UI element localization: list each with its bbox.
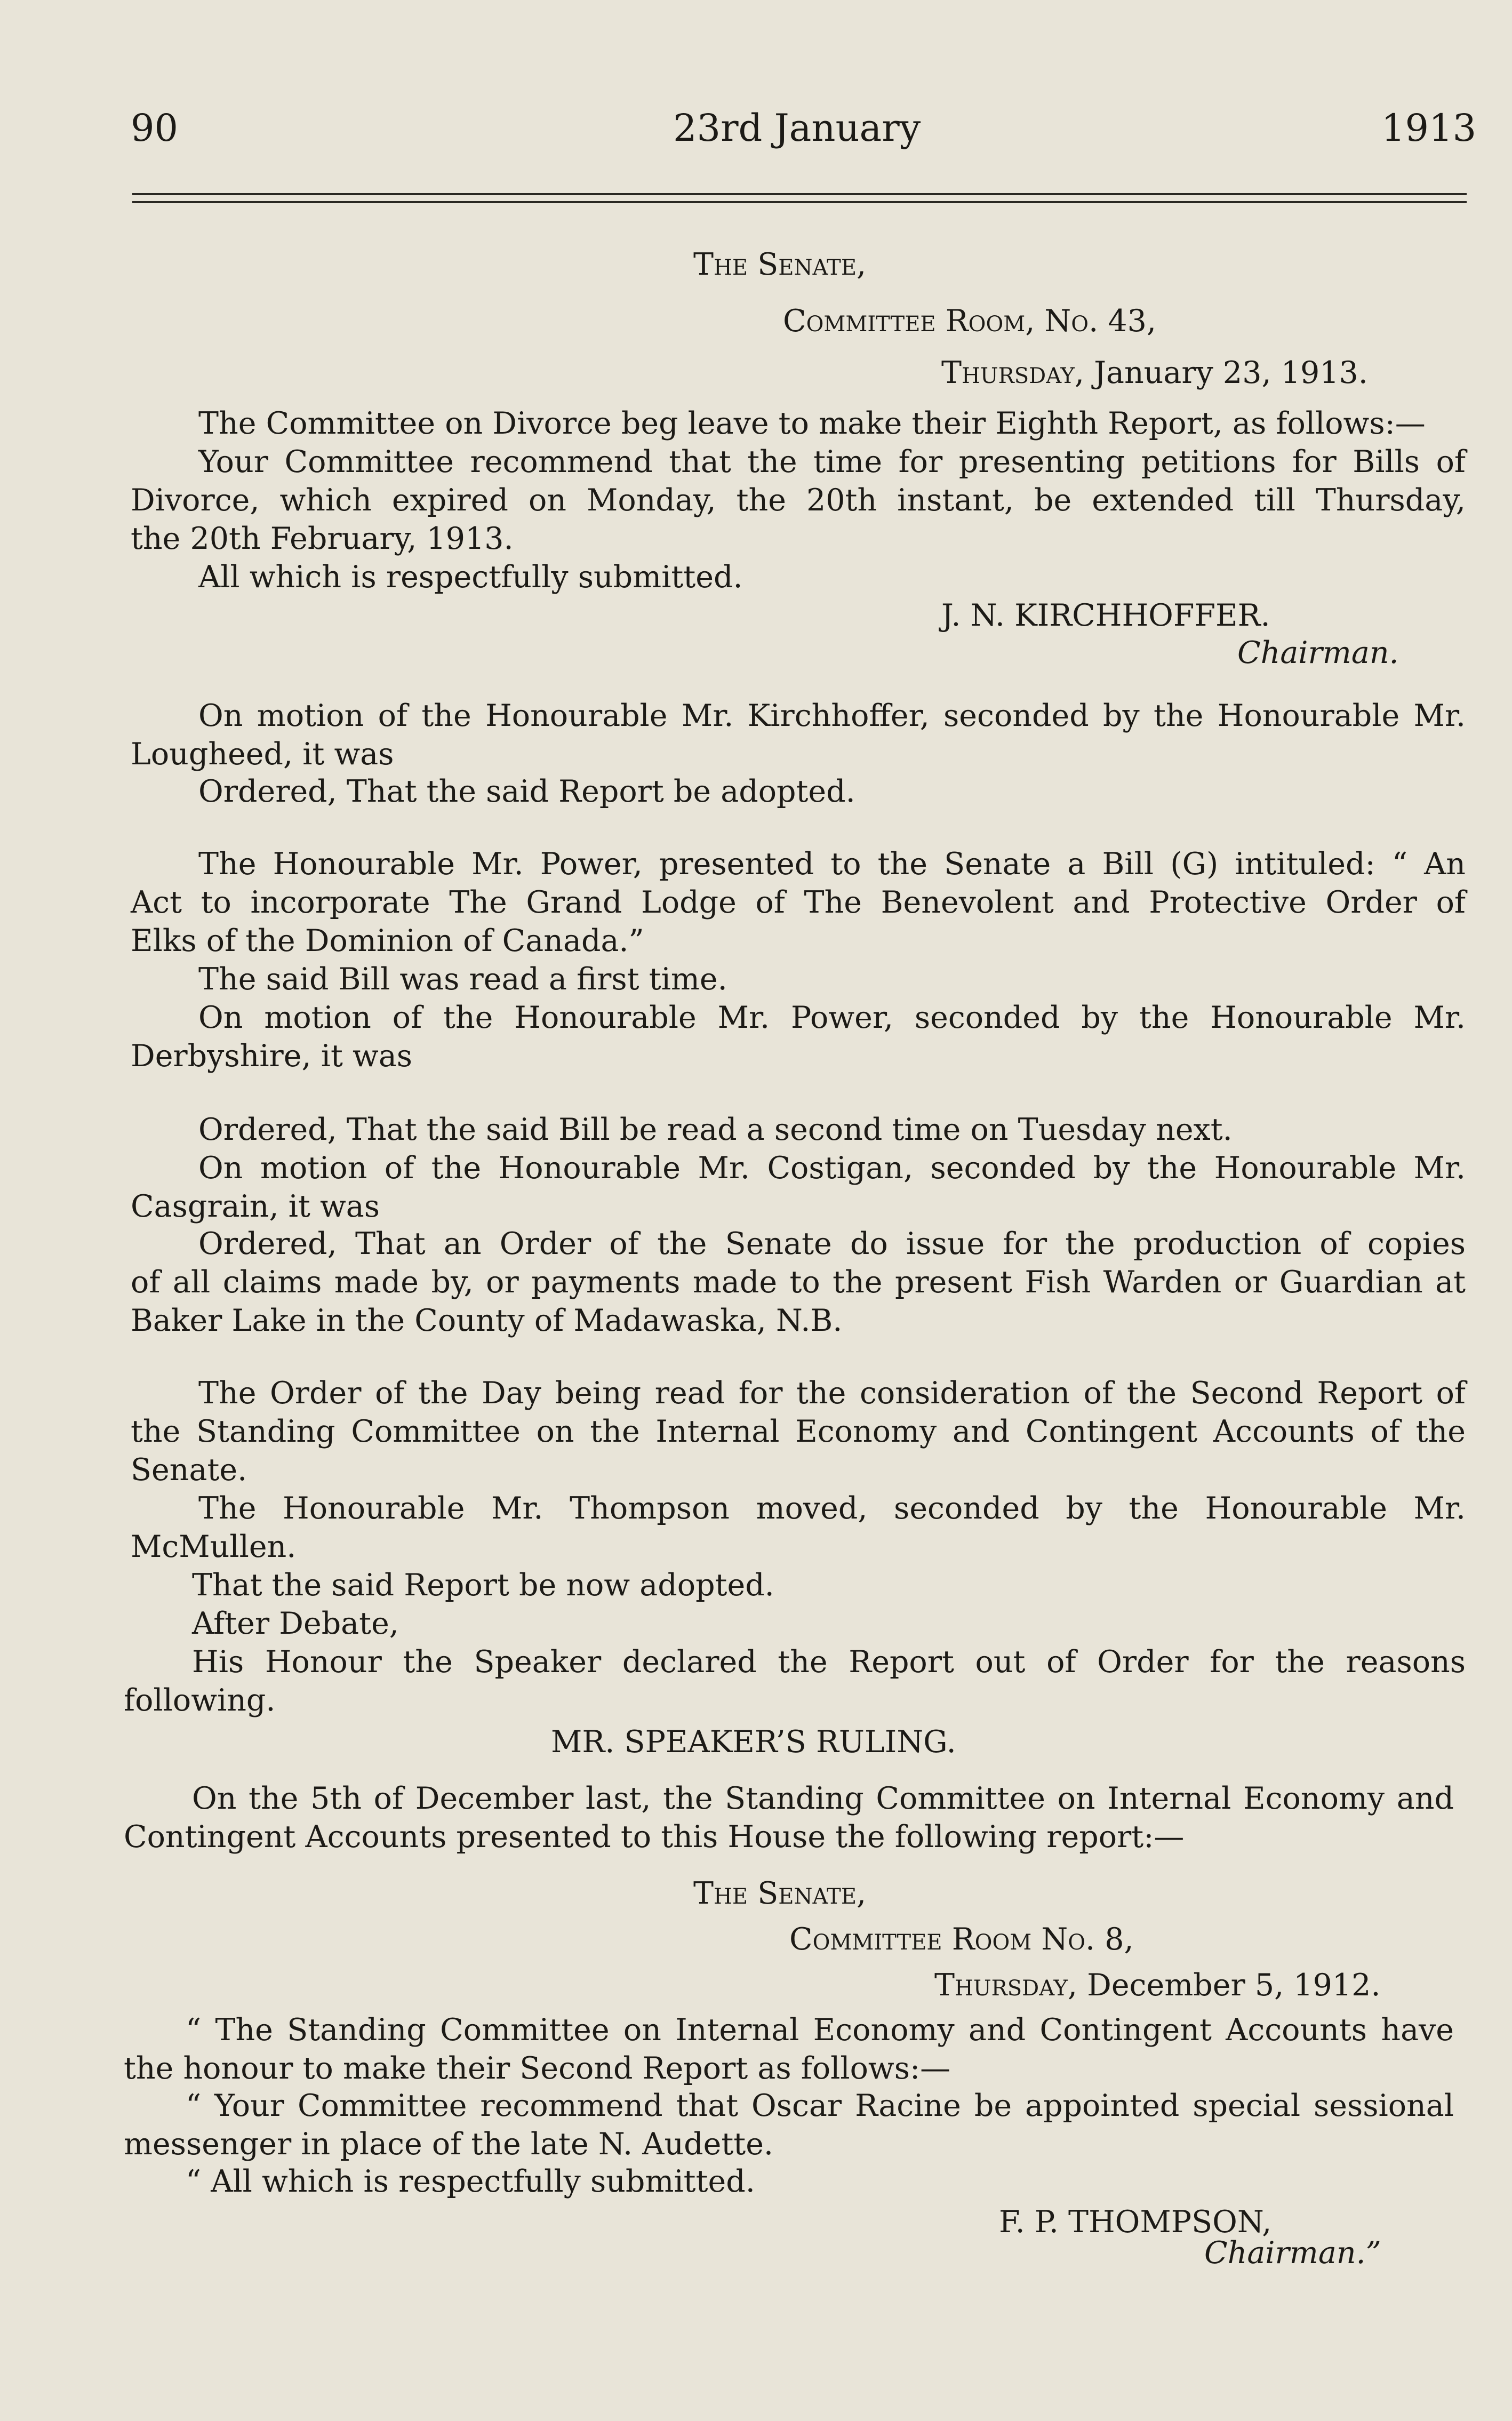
report1-heading: The Senate, xyxy=(693,247,867,282)
bill-line-4: On motion of the Honourable Mr. Power, seconded by the Honourable Mr. xyxy=(198,1000,1466,1035)
orders-line-2: Casgrain, it was xyxy=(131,1189,380,1224)
page-year: 1913 xyxy=(1381,106,1477,150)
bill-line-1: Act to incorporate The Grand Lodge of The Benevolent and Protective Order of xyxy=(131,885,1466,920)
report1-line-3: the 20th February, 1913. xyxy=(131,521,514,556)
day-line-3: The Honourable Mr. Thompson moved, seconded by the Honourable Mr. xyxy=(198,1491,1466,1526)
bill-line-5: Derbyshire, it was xyxy=(131,1038,413,1074)
report2-line-3: messenger in place of the late N. Audette. xyxy=(124,2127,774,2162)
bill-line-3: The said Bill was read a first time. xyxy=(198,962,727,997)
day-line-4: McMullen. xyxy=(131,1529,297,1564)
motion1-line-0: On motion of the Honourable Mr. Kirchhoffer, seconded by the Honourable Mr. xyxy=(198,698,1466,733)
motion1-line-1: Lougheed, it was xyxy=(131,737,394,772)
motion1-line-2: Ordered, That the said Report be adopted. xyxy=(198,774,855,809)
report1-room: Committee Room, No. 43, xyxy=(783,303,1156,339)
report1-line-4: All which is respectfully submitted. xyxy=(198,560,743,595)
orders-line-1: On motion of the Honourable Mr. Costigan, seconded by the Honourable Mr. xyxy=(198,1150,1466,1186)
report2-date-day: Thursday, xyxy=(934,1968,1077,2003)
bill-line-0: The Honourable Mr. Power, presented to the Senate a Bill (G) intituled: “ An xyxy=(198,846,1466,882)
day-line-7: His Honour the Speaker declared the Report out of Order for the reasons xyxy=(192,1644,1466,1680)
bill-line-2: Elks of the Dominion of Canada.” xyxy=(131,923,644,958)
day-line-2: Senate. xyxy=(131,1452,247,1488)
ruling-title: MR. SPEAKER’S RULING. xyxy=(551,1724,956,1760)
day-line-8: following. xyxy=(124,1683,276,1718)
report1-date xyxy=(941,354,1368,392)
page-date: 23rd January xyxy=(673,106,921,150)
report2-signature: F. P. THOMPSON, xyxy=(999,2204,1272,2240)
report1-signature: J. N. KIRCHHOFFER. xyxy=(941,598,1270,633)
day-line-5: That the said Report be now adopted. xyxy=(192,1568,774,1603)
report2-date-rest: December 5, 1912. xyxy=(1087,1968,1381,2003)
report1-line-2: Divorce, which expired on Monday, the 20th instant, be extended till Thursday, xyxy=(131,483,1466,518)
header-rule-bottom xyxy=(132,201,1467,203)
report2-line-1: the honour to make their Second Report as follows:— xyxy=(124,2051,951,2086)
report2-line-0: “ The Standing Committee on Internal Economy and Contingent Accounts have xyxy=(186,2012,1454,2048)
report1-date-day: Thursday, xyxy=(941,355,1084,390)
report2-date xyxy=(934,1966,1381,2004)
day-line-6: After Debate, xyxy=(192,1606,399,1641)
report1-signature-title: Chairman. xyxy=(1237,635,1399,670)
report2-signature-title: Chairman.” xyxy=(1204,2235,1381,2271)
day-line-1: the Standing Committee on the Internal Economy and Contingent Accounts of the xyxy=(131,1414,1466,1449)
report2-line-2: “ Your Committee recommend that Oscar Racine be appointed special sessional xyxy=(186,2088,1454,2123)
report1-line-1: Your Committee recommend that the time for presenting petitions for Bills of xyxy=(198,444,1466,480)
orders-line-4: of all claims made by, or payments made to the present Fish Warden or Guardian at xyxy=(131,1265,1466,1300)
header-rule-top xyxy=(132,193,1467,195)
day-line-0: The Order of the Day being read for the consideration of the Second Report of xyxy=(198,1376,1466,1411)
report1-date-rest: January 23, 1913. xyxy=(1094,355,1368,390)
ruling-line-1: Contingent Accounts presented to this House the following report:— xyxy=(124,1819,1185,1855)
page-number: 90 xyxy=(131,106,179,150)
ruling-line-0: On the 5th of December last, the Standing Committee on Internal Economy and xyxy=(192,1781,1454,1816)
report2-room: Committee Room No. 8, xyxy=(789,1922,1134,1957)
orders-line-0: Ordered, That the said Bill be read a second time on Tuesday next. xyxy=(198,1112,1233,1147)
orders-line-3: Ordered, That an Order of the Senate do issue for the production of copies xyxy=(198,1226,1466,1261)
report2-line-4: “ All which is respectfully submitted. xyxy=(186,2164,755,2199)
report2-heading: The Senate, xyxy=(693,1876,867,1911)
orders-line-5: Baker Lake in the County of Madawaska, N.B. xyxy=(131,1303,843,1338)
report1-line-0: The Committee on Divorce beg leave to make their Eighth Report, as follows:— xyxy=(198,406,1426,441)
